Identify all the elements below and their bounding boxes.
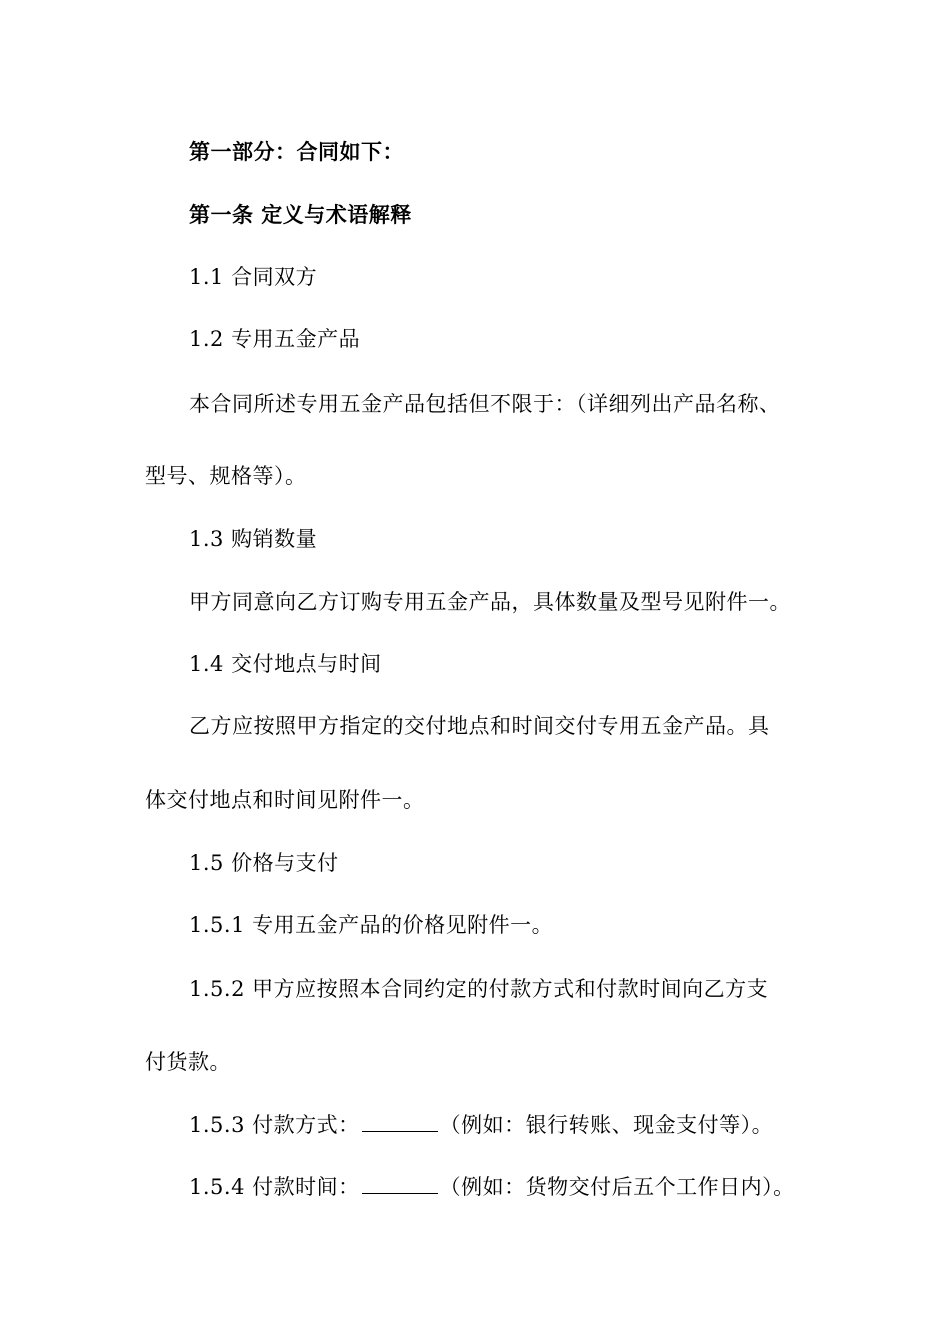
section-1-3-paragraph: 甲方同意向乙方订购专用五金产品，具体数量及型号见附件一。 — [189, 590, 791, 614]
section-1-5-2-line-1: 1.5.2 甲方应按照本合同约定的付款方式和付款时间向乙方支 — [189, 977, 769, 1001]
section-1-4-paragraph-line-1: 乙方应按照甲方指定的交付地点和时间交付专用五金产品。具 — [189, 714, 770, 738]
section-1-5-4 — [189, 1174, 795, 1200]
section-1-5-1: 1.5.1 专用五金产品的价格见附件一。 — [189, 913, 554, 937]
payment-method-label: 1.5.3 付款方式： — [189, 1113, 360, 1137]
section-1-1-heading: 1.1 合同双方 — [189, 265, 318, 289]
section-1-2-paragraph-line-2: 型号、规格等）。 — [145, 464, 307, 488]
payment-time-label: 1.5.4 付款时间： — [189, 1175, 360, 1199]
article-heading: 第一条 定义与术语解释 — [189, 203, 412, 227]
section-1-5-heading: 1.5 价格与支付 — [189, 851, 339, 875]
section-1-4-heading: 1.4 交付地点与时间 — [189, 652, 382, 676]
section-1-2-paragraph-line-1: 本合同所述专用五金产品包括但不限于：（详细列出产品名称、 — [189, 392, 781, 416]
section-1-4-paragraph-line-2: 体交付地点和时间见附件一。 — [145, 788, 425, 812]
payment-time-blank — [362, 1175, 438, 1194]
payment-time-note: （例如：货物交付后五个工作日内）。 — [439, 1175, 795, 1199]
payment-method-blank — [362, 1113, 438, 1132]
payment-method-note: （例如：银行转账、现金支付等）。 — [439, 1113, 774, 1137]
section-1-3-heading: 1.3 购销数量 — [189, 527, 318, 551]
part-heading: 第一部分：合同如下： — [189, 140, 404, 164]
section-1-2-heading: 1.2 专用五金产品 — [189, 327, 361, 351]
section-1-5-2-line-2: 付货款。 — [145, 1050, 231, 1074]
section-1-5-3 — [189, 1112, 773, 1138]
